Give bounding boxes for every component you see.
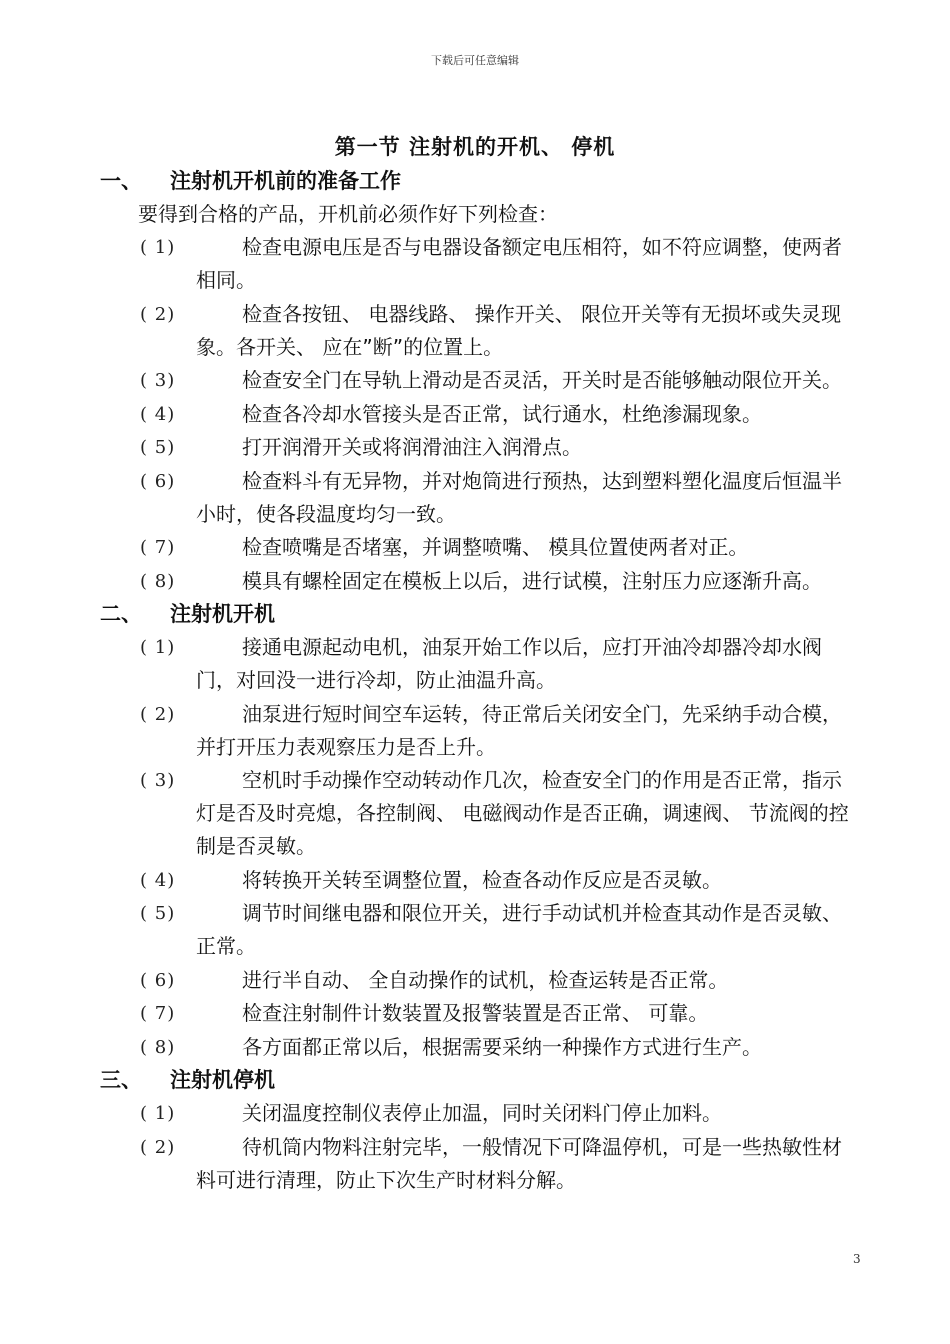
- item-text: 各方面都正常以后，根据需要采纳一种操作方式进行生产。: [242, 1034, 762, 1059]
- item-text: 模具有螺栓固定在模板上以后，进行试模，注射压力应逐渐升高。: [242, 568, 822, 593]
- section-title: 注射机开机前的准备工作: [170, 169, 401, 193]
- item-index: ( 8): [140, 1036, 176, 1058]
- header-note: 下载后可任意编辑: [431, 54, 519, 67]
- list-item: [0, 364, 950, 397]
- list-item: [0, 897, 950, 963]
- list-item: [0, 398, 950, 431]
- section-heading: [0, 165, 950, 198]
- section-heading: [0, 1064, 950, 1097]
- section-number: 一、: [100, 169, 142, 193]
- item-text: 调节时间继电器和限位开关，进行手动试机并检查其动作是否灵敏、 正常。: [196, 901, 842, 958]
- item-text: 检查料斗有无异物，并对炮筒进行预热，达到塑料塑化温度后恒温半小时，使各段温度均匀一致。: [196, 468, 842, 526]
- item-text: 检查各冷却水管接头是否正常，试行通水，杜绝渗漏现象。: [242, 401, 762, 426]
- list-item: [0, 298, 950, 364]
- item-index: ( 1): [140, 1103, 176, 1124]
- item-text: 打开润滑开关或将润滑油注入润滑点。: [242, 435, 582, 459]
- page-number: 3: [853, 1252, 861, 1266]
- item-text: 空机时手动操作空动转动作几次，检查安全门的作用是否正常，指示灯是否及时亮熄，各控制阀、 电磁阀动作是否正确，调速阀、 节流阀的控制是否灵敏。: [196, 768, 849, 858]
- item-text: 待机筒内物料注射完毕，一般情况下可降温停机，可是一些热敏性材料可进行清理，防止下次生产时材料分解。: [196, 1134, 842, 1192]
- list-item: [0, 997, 950, 1030]
- item-index: ( 4): [140, 403, 176, 425]
- list-item: [0, 1131, 950, 1197]
- section-number: 三、: [100, 1068, 142, 1092]
- document-body: [0, 165, 950, 1197]
- item-index: ( 6): [140, 969, 176, 991]
- list-item: [0, 565, 950, 598]
- item-text: 检查安全门在导轨上滑动是否灵活，开关时是否能够触动限位开关。: [242, 368, 842, 392]
- item-index: ( 1): [140, 237, 176, 258]
- item-index: ( 7): [140, 1003, 176, 1024]
- item-index: ( 2): [140, 1136, 176, 1158]
- list-item: [0, 631, 950, 697]
- item-text: 检查注射制件计数装置及报警装置是否正常、 可靠。: [242, 1001, 709, 1025]
- section-title: 注射机停机: [170, 1068, 275, 1092]
- item-index: ( 5): [140, 903, 176, 924]
- item-index: ( 2): [140, 303, 176, 325]
- list-item: [0, 698, 950, 764]
- item-text: 检查各按钮、 电器线路、 操作开关、 限位开关等有无损坏或失灵现象。各开关、 应在”断”的位置上。: [196, 301, 842, 359]
- list-item: [0, 231, 950, 297]
- item-index: ( 5): [140, 437, 176, 458]
- section-title: 注射机开机: [170, 602, 275, 626]
- item-index: ( 7): [140, 537, 176, 558]
- item-index: ( 3): [140, 770, 176, 791]
- item-text: 进行半自动、 全自动操作的试机，检查运转是否正常。: [242, 967, 729, 992]
- item-text: 接通电源起动电机，油泵开始工作以后，应打开油冷却器冷却水阀门，对回没一进行冷却，防止油温升高。: [196, 635, 822, 692]
- section-heading: [0, 598, 950, 631]
- list-item: [0, 864, 950, 897]
- item-text: 关闭温度控制仪表停止加温，同时关闭料门停止加料。: [242, 1101, 722, 1125]
- page-title: 第一节 注射机的开机、 停机: [334, 135, 616, 159]
- list-item: [0, 764, 950, 863]
- list-item: [0, 1097, 950, 1130]
- item-text: 检查电源电压是否与电器设备额定电压相符，如不符应调整，使两者相同。: [196, 235, 842, 292]
- item-text: 检查喷嘴是否堵塞，并调整喷嘴、 模具位置使两者对正。: [242, 535, 749, 559]
- item-index: ( 1): [140, 637, 176, 658]
- list-item: [0, 465, 950, 531]
- item-index: ( 2): [140, 703, 176, 725]
- item-index: ( 8): [140, 570, 176, 592]
- item-index: ( 3): [140, 370, 176, 391]
- section-number: 二、: [100, 602, 142, 626]
- item-index: ( 4): [140, 869, 176, 891]
- list-item: [0, 964, 950, 997]
- item-index: ( 6): [140, 470, 176, 492]
- item-text: 将转换开关转至调整位置，检查各动作反应是否灵敏。: [242, 867, 722, 892]
- list-item: [0, 531, 950, 564]
- item-text: 油泵进行短时间空车运转，待正常后关闭安全门，先采纳手动合模，并打开压力表观察压力是否上升。: [196, 701, 842, 759]
- list-item: [0, 431, 950, 464]
- section-intro: 要得到合格的产品，开机前必须作好下列检查：: [138, 202, 558, 226]
- list-item: [0, 1031, 950, 1064]
